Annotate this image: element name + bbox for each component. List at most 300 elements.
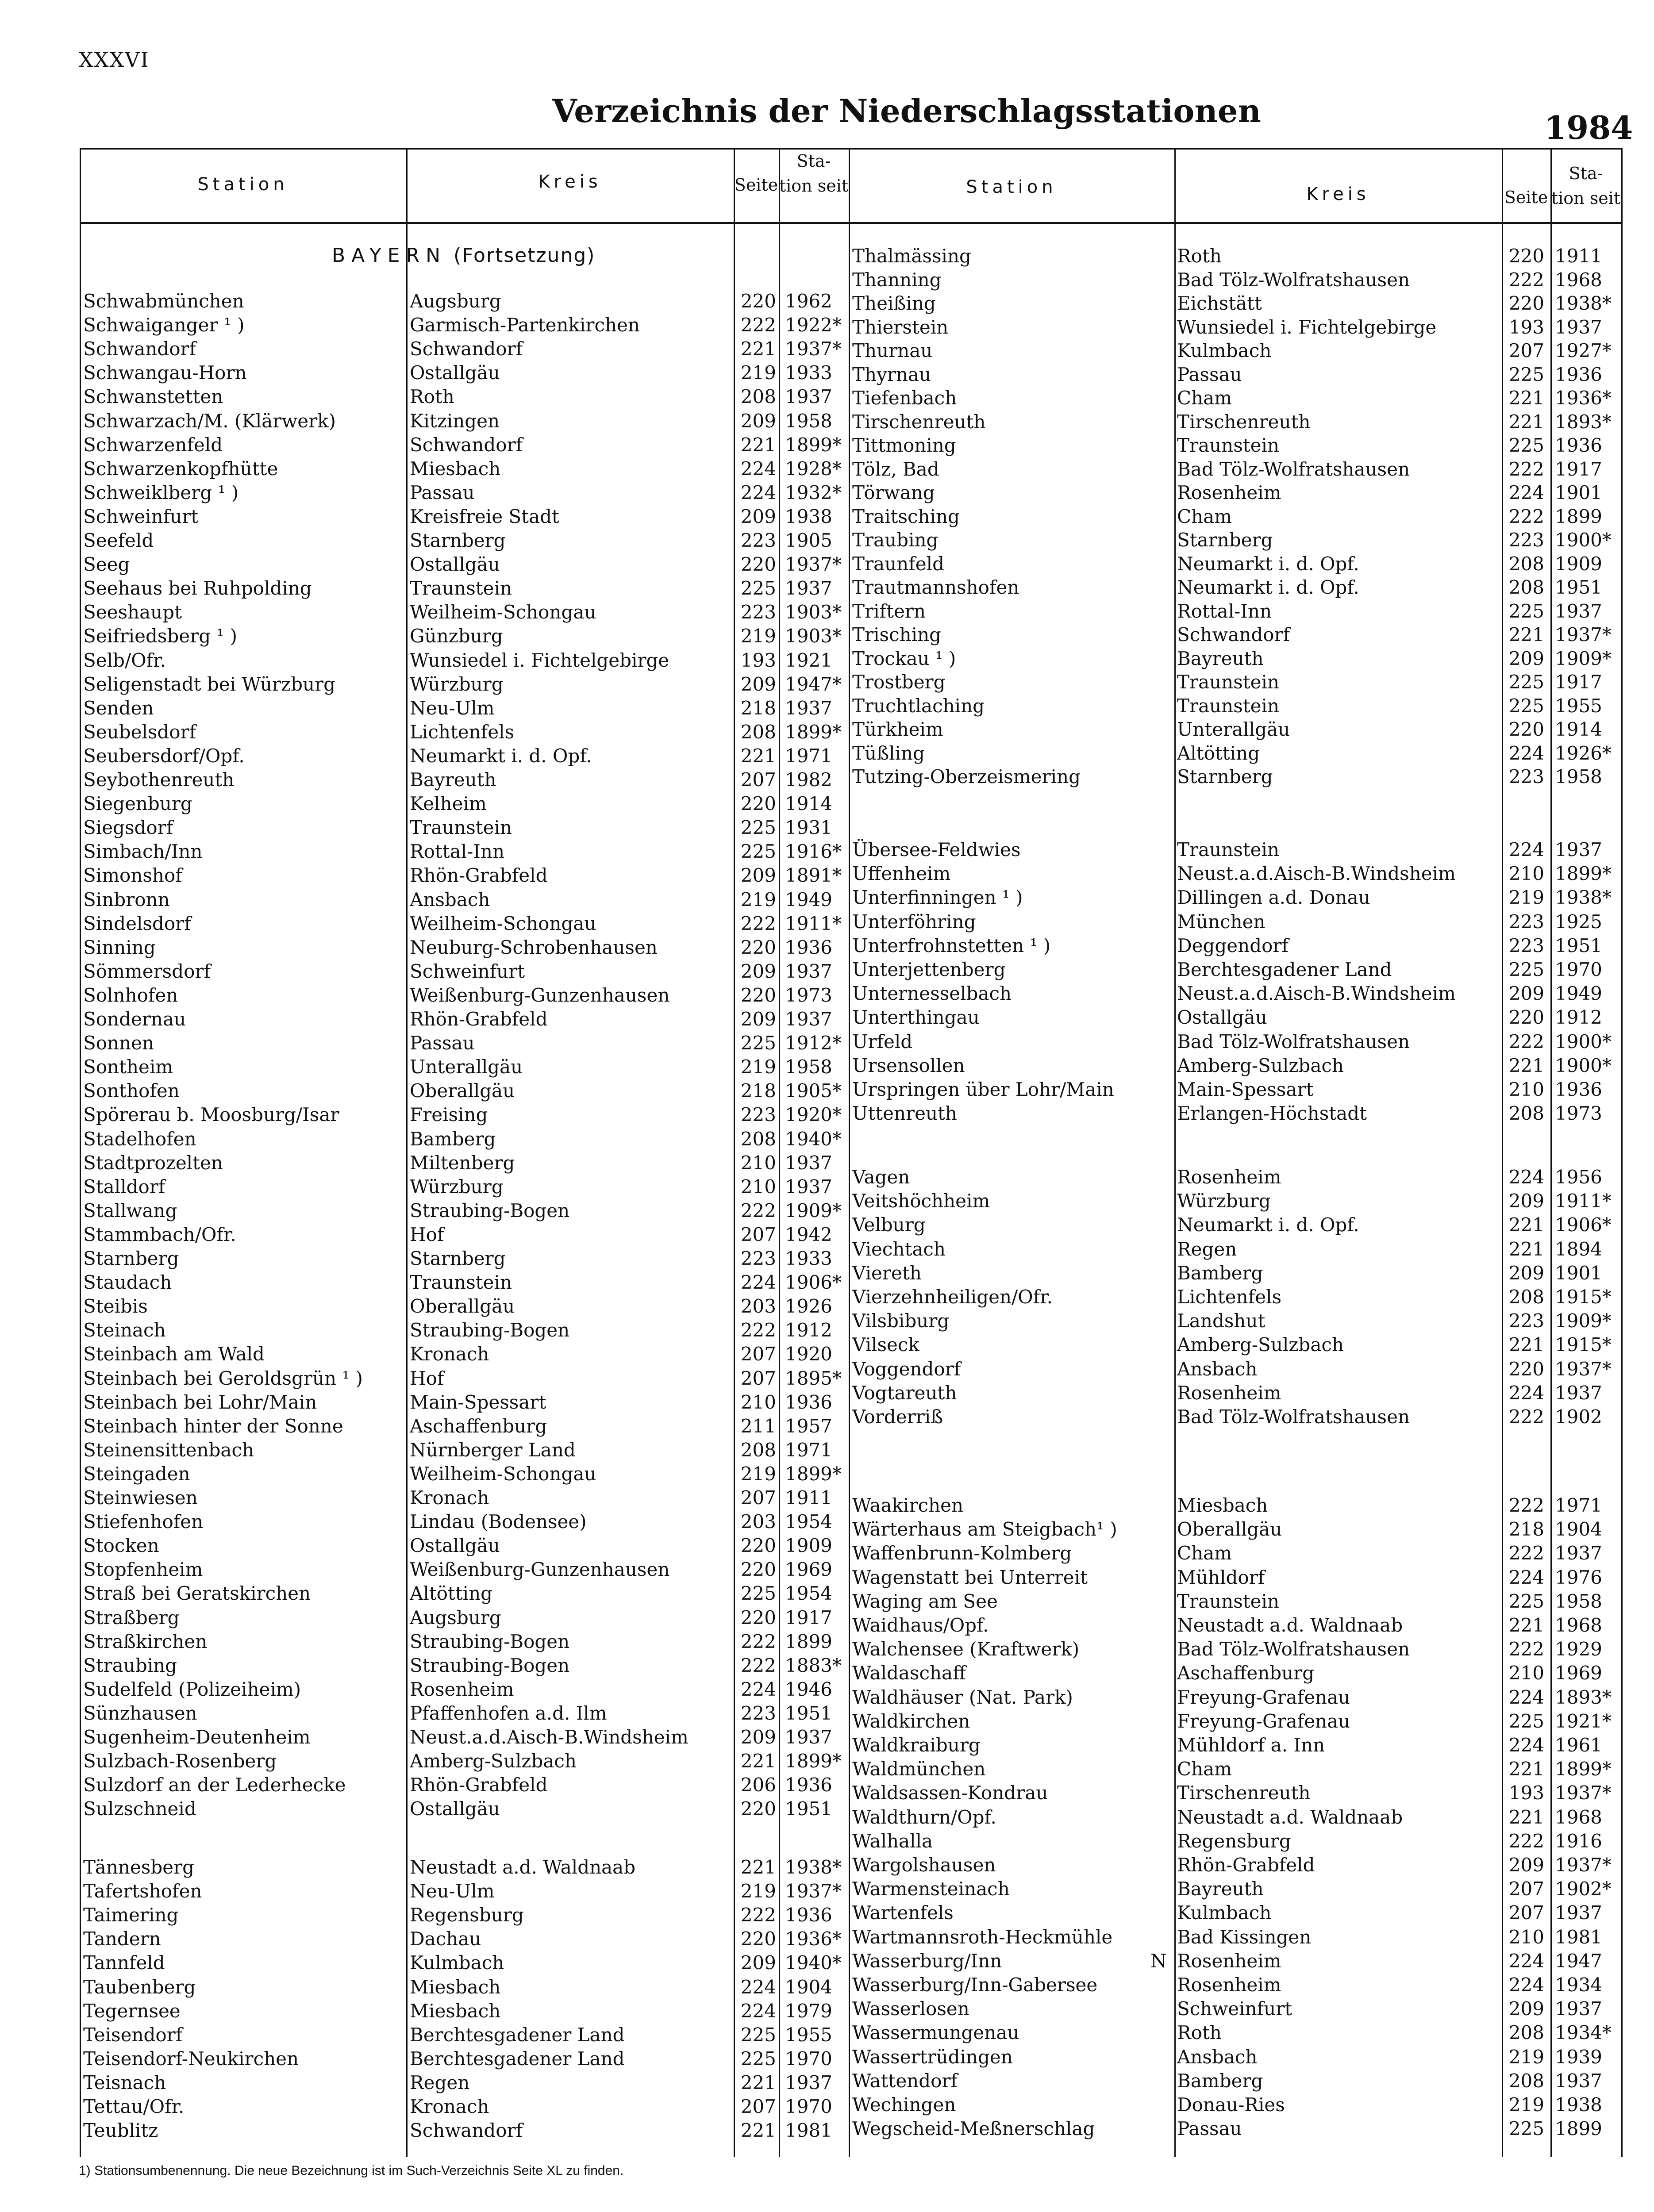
station-name: Unterjettenberg: [852, 959, 1006, 980]
station-name: Schwarzach/M. (Klärwerk): [83, 410, 336, 432]
seite-number: 224: [1508, 1734, 1544, 1756]
station-name: Tüßling: [852, 742, 925, 764]
station-name: Starnberg: [83, 1248, 179, 1269]
seite-number: 206: [740, 1774, 776, 1796]
header-seite: Seite: [1504, 188, 1548, 207]
station-since: 1902*: [1555, 1878, 1612, 1900]
station-name: Wattendorf: [852, 2070, 958, 2092]
kreis-name: Ostallgäu: [410, 362, 500, 384]
station-since: 1920: [785, 1343, 832, 1365]
seite-number: 225: [1508, 695, 1544, 717]
table-row: [80, 1247, 849, 1271]
seite-number: 222: [1508, 1494, 1544, 1516]
table-row: [80, 1903, 849, 1927]
table-row: [849, 599, 1621, 623]
station-since: 1937*: [785, 338, 842, 360]
kreis-name: Miesbach: [410, 457, 501, 480]
station-since: 1895*: [785, 1367, 842, 1389]
table-row: [80, 2071, 849, 2095]
station-since: 1912: [1555, 1006, 1602, 1029]
table-row: [80, 337, 849, 361]
station-since: 1904: [785, 1976, 832, 1998]
seite-number: 223: [740, 601, 776, 623]
kreis-name: Traunstein: [410, 577, 512, 599]
station-since: 1947*: [785, 673, 842, 695]
kreis-name: Amberg-Sulzbach: [1177, 1054, 1344, 1076]
station-since: 1925: [1555, 910, 1602, 933]
kreis-name: Neumarkt i. d. Opf.: [1177, 1214, 1359, 1236]
seite-number: 224: [1508, 742, 1544, 764]
seite-number: 223: [1508, 766, 1544, 787]
station-name: Teisendorf: [83, 2024, 183, 2046]
seite-number: 208: [740, 1439, 776, 1461]
seite-number: 219: [1508, 2046, 1544, 2068]
station-name: Waldkirchen: [852, 1710, 970, 1732]
station-name: Selb/Ofr.: [83, 649, 166, 671]
station-name: Viereth: [852, 1262, 922, 1284]
seite-number: 222: [740, 1319, 776, 1341]
station-name: Waldsassen-Kondrau: [852, 1782, 1048, 1804]
seite-number: 221: [740, 2071, 776, 2093]
table-row: [80, 936, 849, 960]
station-since: 1937: [785, 1726, 832, 1748]
kreis-name: Kulmbach: [410, 1952, 504, 1974]
station-name: Stocken: [83, 1535, 159, 1557]
station-since: 1937*: [1555, 1854, 1612, 1876]
station-name: Seehaus bei Ruhpolding: [83, 577, 312, 599]
station-name: Steinbach hinter der Sonne: [83, 1415, 343, 1437]
station-name: Sinbronn: [83, 888, 170, 910]
table-row: [80, 1318, 849, 1342]
table-row: [849, 1405, 1621, 1429]
kreis-name: Straubing-Bogen: [410, 1630, 570, 1652]
station-name: Waldkraiburg: [852, 1734, 981, 1756]
station-name: Traunfeld: [852, 553, 944, 575]
table-row: [849, 386, 1621, 410]
station-since: 1899*: [1555, 1758, 1612, 1780]
station-name: Seubersdorf/Opf.: [83, 745, 245, 767]
station-name: Waldaschaff: [852, 1662, 966, 1684]
kreis-name: Schwandorf: [410, 2120, 523, 2142]
kreis-name: Schwandorf: [410, 338, 523, 360]
section-state: BAYERN: [332, 244, 447, 267]
table-row: [849, 934, 1621, 958]
seite-number: 207: [740, 1367, 776, 1389]
kreis-name: Unterallgäu: [410, 1056, 523, 1078]
seite-number: 210: [740, 1175, 776, 1198]
station-name: Sulzschneid: [83, 1798, 196, 1820]
seite-number: 208: [1508, 553, 1544, 575]
kreis-name: Bad Tölz-Wolfratshausen: [1177, 458, 1410, 480]
station-since: 1937: [1555, 600, 1602, 622]
kreis-name: Bayreuth: [410, 769, 496, 791]
station-since: 1970: [785, 2096, 832, 2117]
table-row: [80, 2023, 849, 2047]
station-name: Waldthurn/Opf.: [852, 1806, 996, 1828]
kreis-name: Straubing-Bogen: [410, 1199, 570, 1221]
kreis-name: Neustadt a.d. Waldnaab: [1177, 1614, 1403, 1636]
kreis-name: Altötting: [1177, 742, 1260, 764]
kreis-name: Schweinfurt: [1177, 1998, 1292, 2020]
station-name: Vilsbiburg: [852, 1310, 950, 1332]
seite-number: 225: [740, 841, 776, 863]
station-name: Sugenheim-Deutenheim: [83, 1726, 311, 1748]
table-row: [849, 1333, 1621, 1357]
kreis-name: Neu-Ulm: [410, 697, 495, 719]
seite-number: 220: [740, 1535, 776, 1557]
station-name: Sondernau: [83, 1008, 186, 1030]
seite-number: 222: [740, 912, 776, 934]
table-row: [80, 1510, 849, 1534]
station-since: 1899*: [785, 1750, 842, 1772]
table-row: [80, 289, 849, 313]
seite-number: 208: [740, 721, 776, 743]
station-name: Sontheim: [83, 1056, 173, 1078]
table-row: [80, 457, 849, 481]
seite-number: 207: [740, 1487, 776, 1509]
table-row: [849, 1709, 1621, 1733]
seite-number: 221: [740, 1856, 776, 1878]
station-name: Waging am See: [852, 1590, 998, 1612]
station-since: 1936: [785, 936, 832, 958]
station-since: 1921: [785, 649, 832, 671]
station-name: Trockau ¹ ): [852, 647, 956, 669]
table-row: [849, 1613, 1621, 1637]
table-row: [849, 1078, 1621, 1102]
table-row: [849, 958, 1621, 982]
table-row: [80, 1055, 849, 1079]
table-row: [849, 2021, 1621, 2045]
kreis-name: Dachau: [410, 1928, 481, 1950]
table-row: [849, 1637, 1621, 1661]
kreis-name: Traunstein: [1177, 695, 1279, 717]
seite-number: 207: [740, 1223, 776, 1245]
seite-number: 209: [740, 505, 776, 527]
kreis-name: Pfaffenhofen a.d. Ilm: [410, 1702, 607, 1724]
station-since: 1909: [1555, 553, 1602, 575]
table-row: [849, 481, 1621, 505]
station-since: 1961: [1555, 1734, 1602, 1756]
station-since: 1902: [1555, 1406, 1602, 1428]
table-row: [80, 1031, 849, 1055]
table-row: [80, 864, 849, 887]
station-name: Tittmoning: [852, 434, 956, 456]
page-number: XXXVI: [79, 48, 150, 72]
table-row: [80, 1175, 849, 1199]
table-row: [849, 1285, 1621, 1309]
station-since: 1911: [1555, 245, 1602, 267]
station-name: Unterthingau: [852, 1006, 980, 1029]
table-row: [80, 1558, 849, 1582]
kreis-name: Kronach: [410, 1487, 489, 1509]
table-row: [849, 576, 1621, 599]
station-name: Staudach: [83, 1271, 172, 1294]
station-since: 1899*: [785, 1463, 842, 1485]
kreis-name: Miesbach: [410, 2000, 501, 2022]
station-name: Steinach: [83, 1319, 166, 1341]
seite-number: 211: [740, 1415, 776, 1437]
kreis-name: Traunstein: [410, 817, 512, 839]
seite-number: 220: [1508, 718, 1544, 740]
kreis-name: Rosenheim: [1177, 1950, 1281, 1972]
station-since: 1938: [1555, 2094, 1602, 2116]
station-name: Schwarzenkopfhütte: [83, 457, 278, 480]
table-row: [80, 983, 849, 1007]
seite-number: 224: [1508, 1974, 1544, 1996]
station-name: Seubelsdorf: [83, 721, 196, 743]
table-row: [80, 1773, 849, 1797]
kreis-name: Oberallgäu: [410, 1295, 515, 1317]
kreis-name: Kronach: [410, 1343, 489, 1365]
kreis-name: Altötting: [410, 1582, 493, 1605]
seite-number: 221: [1508, 1806, 1544, 1828]
seite-number: 225: [1508, 2118, 1544, 2140]
seite-number: 207: [1508, 1878, 1544, 1900]
station-since: 1951: [785, 1702, 832, 1724]
station-name: Vogtareuth: [852, 1382, 957, 1404]
station-since: 1958: [1555, 1590, 1602, 1612]
seite-number: 209: [1508, 1998, 1544, 2020]
kreis-name: Tirschenreuth: [1177, 411, 1311, 433]
station-note: N: [1150, 1950, 1167, 1972]
table-row: [849, 1781, 1621, 1805]
kreis-name: Bad Tölz-Wolfratshausen: [1177, 1406, 1410, 1428]
station-name: Unterfrohnstetten ¹ ): [852, 934, 1051, 956]
station-name: Theißing: [852, 292, 936, 314]
station-since: 1934*: [1555, 2022, 1612, 2044]
station-since: 1940*: [785, 1952, 842, 1974]
station-since: 1920*: [785, 1104, 842, 1126]
station-since: 1958: [785, 410, 832, 432]
station-name: Tölz, Bad: [852, 458, 939, 480]
kreis-name: Straubing-Bogen: [410, 1319, 570, 1341]
seite-number: 221: [740, 338, 776, 360]
station-name: Seligenstadt bei Würzburg: [83, 673, 336, 695]
table-row: [80, 1271, 849, 1294]
kreis-name: Tirschenreuth: [1177, 1782, 1311, 1804]
station-name: Ursensollen: [852, 1054, 965, 1076]
header-kreis: Kreis: [538, 172, 602, 192]
kreis-name: Kelheim: [410, 793, 487, 815]
seite-number: 222: [1508, 1030, 1544, 1052]
station-name: Taimering: [83, 1904, 179, 1926]
station-since: 1951: [785, 1798, 832, 1820]
seite-number: 223: [1508, 910, 1544, 933]
table-row: [80, 768, 849, 792]
table-row: [849, 1590, 1621, 1613]
kreis-name: Cham: [1177, 1542, 1232, 1564]
kreis-name: Passau: [410, 1032, 475, 1054]
station-since: 1937: [1555, 2070, 1602, 2092]
kreis-name: Bayreuth: [1177, 647, 1264, 669]
table-row: [849, 1661, 1621, 1685]
seite-number: 207: [1508, 1902, 1544, 1924]
station-since: 1899: [1555, 2118, 1602, 2140]
table-row: [849, 1757, 1621, 1781]
station-since: 1962: [785, 290, 832, 312]
station-name: Stalldorf: [83, 1175, 165, 1198]
station-since: 1951: [1555, 934, 1602, 956]
station-since: 1954: [785, 1582, 832, 1605]
station-since: 1922*: [785, 314, 842, 336]
kreis-name: Berchtesgadener Land: [410, 2047, 625, 2070]
station-name: Schwaiganger ¹ ): [83, 314, 245, 336]
table-row: [849, 1006, 1621, 1029]
station-since: 1906*: [1555, 1214, 1612, 1236]
seite-number: 225: [740, 2024, 776, 2046]
station-name: Tettau/Ofr.: [83, 2096, 185, 2117]
kreis-name: Regen: [410, 2071, 470, 2093]
seite-number: 209: [740, 1008, 776, 1030]
station-name: Sindelsdorf: [83, 912, 191, 934]
table-row: [849, 862, 1621, 886]
station-since: 1917: [1555, 671, 1602, 693]
seite-number: 225: [1508, 671, 1544, 693]
table-row: [849, 1054, 1621, 1078]
station-name: Thanning: [852, 269, 942, 291]
seite-number: 223: [740, 1104, 776, 1126]
table-row: [80, 1927, 849, 1951]
table-row: [849, 528, 1621, 552]
table-row: [849, 1949, 1621, 1973]
kreis-name: Regensburg: [410, 1904, 524, 1926]
table-row: [80, 1701, 849, 1725]
kreis-name: Würzburg: [1177, 1190, 1271, 1212]
station-since: 1926: [785, 1295, 832, 1317]
table-row: [849, 1853, 1621, 1877]
station-name: Solnhofen: [83, 984, 178, 1006]
seite-number: 224: [740, 481, 776, 503]
seite-number: 209: [1508, 647, 1544, 669]
kreis-name: Roth: [410, 386, 454, 408]
seite-number: 223: [740, 1248, 776, 1269]
station-since: 1893*: [1555, 1686, 1612, 1708]
seite-number: 218: [740, 697, 776, 719]
table-row: [80, 1151, 849, 1175]
footnote: 1) Stationsumbenennung. Die neue Bezeichnung ist im Such-Verzeichnis Seite XL zu finden.: [79, 2163, 624, 2178]
seite-number: 225: [1508, 959, 1544, 980]
table-row: [80, 2095, 849, 2119]
kreis-name: Landshut: [1177, 1310, 1266, 1332]
station-since: 1936: [785, 1391, 832, 1413]
station-since: 1968: [1555, 269, 1602, 291]
table-row: [80, 816, 849, 840]
seite-number: 208: [740, 1128, 776, 1150]
seite-number: 224: [740, 457, 776, 480]
kreis-name: Main-Spessart: [410, 1391, 546, 1413]
station-since: 1937: [785, 697, 832, 719]
kreis-name: Freyung-Grafenau: [1177, 1686, 1350, 1708]
station-since: 1916*: [785, 841, 842, 863]
station-name: Wassertrüdingen: [852, 2046, 1013, 2068]
kreis-name: Rottal-Inn: [410, 841, 505, 863]
station-name: Wasserburg/Inn-Gabersee: [852, 1974, 1098, 1996]
table-row: [80, 1007, 849, 1031]
station-since: 1937: [785, 1175, 832, 1198]
station-name: Urspringen über Lohr/Main: [852, 1079, 1114, 1100]
table-row: [80, 1725, 849, 1749]
station-since: 1933: [785, 362, 832, 384]
station-since: 1926*: [1555, 742, 1612, 764]
table-row: [80, 1438, 849, 1462]
table-row: [80, 1630, 849, 1654]
seite-number: 193: [1508, 316, 1544, 338]
station-since: 1956: [1555, 1166, 1602, 1188]
station-name: Schwabmünchen: [83, 290, 244, 312]
station-name: Wartmannsroth-Heckmühle: [852, 1926, 1113, 1948]
kreis-name: Bayreuth: [1177, 1878, 1264, 1900]
seite-number: 220: [740, 984, 776, 1006]
station-since: 1900*: [1555, 1030, 1612, 1052]
header-seit: Sta- tion seit: [779, 151, 849, 196]
kreis-name: Wunsiedel i. Fichtelgebirge: [410, 649, 669, 671]
station-since: 1899: [1555, 505, 1602, 527]
table-row: [849, 718, 1621, 741]
table-row: [849, 2093, 1621, 2117]
kreis-name: Cham: [1177, 1758, 1232, 1780]
table-row: [849, 1566, 1621, 1590]
station-since: 1976: [1555, 1566, 1602, 1588]
table-header-rule: [80, 222, 1621, 224]
seite-number: 207: [740, 2096, 776, 2117]
kreis-name: Weißenburg-Gunzenhausen: [410, 1559, 670, 1581]
station-name: Urfeld: [852, 1030, 913, 1052]
seite-number: 219: [740, 362, 776, 384]
station-since: 1936: [1555, 434, 1602, 456]
kreis-name: Rhön-Grabfeld: [410, 1774, 548, 1796]
seite-number: 222: [740, 1654, 776, 1676]
station-since: 1937: [785, 2071, 832, 2093]
station-name: Straßberg: [83, 1606, 180, 1628]
kreis-name: Passau: [410, 481, 475, 503]
kreis-name: Neumarkt i. d. Opf.: [1177, 576, 1359, 598]
seite-number: 209: [1508, 983, 1544, 1005]
seite-number: 209: [740, 960, 776, 982]
station-name: Schwangau-Horn: [83, 362, 247, 384]
table-row: [849, 1925, 1621, 1949]
kreis-name: Kulmbach: [1177, 1902, 1272, 1924]
table-row: [849, 886, 1621, 910]
station-name: Wargolshausen: [852, 1854, 996, 1876]
kreis-name: Miesbach: [1177, 1494, 1268, 1516]
table-row: [80, 888, 849, 912]
table-row: [849, 1517, 1621, 1541]
table-row: [80, 1999, 849, 2023]
seite-number: 220: [740, 1928, 776, 1950]
table-row: [80, 1678, 849, 1701]
station-since: 1947: [1555, 1950, 1602, 1972]
table-row: [80, 744, 849, 768]
station-name: Sonnen: [83, 1032, 154, 1054]
table-row: [80, 792, 849, 816]
station-name: Sömmersdorf: [83, 960, 211, 982]
seite-number: 209: [740, 410, 776, 432]
kreis-name: Neu-Ulm: [410, 1880, 495, 1902]
table-row: [849, 434, 1621, 457]
seite-number: 210: [1508, 863, 1544, 885]
station-name: Seeshaupt: [83, 601, 182, 623]
seite-number: 223: [740, 530, 776, 551]
seite-number: 221: [740, 745, 776, 767]
kreis-name: Schwandorf: [1177, 624, 1290, 645]
seite-number: 222: [1508, 1830, 1544, 1852]
table-row: [80, 1582, 849, 1605]
station-name: Viechtach: [852, 1238, 946, 1260]
seite-number: 209: [740, 673, 776, 695]
seite-number: 203: [740, 1295, 776, 1317]
table-row: [80, 720, 849, 744]
station-name: Waldhäuser (Nat. Park): [852, 1686, 1073, 1708]
